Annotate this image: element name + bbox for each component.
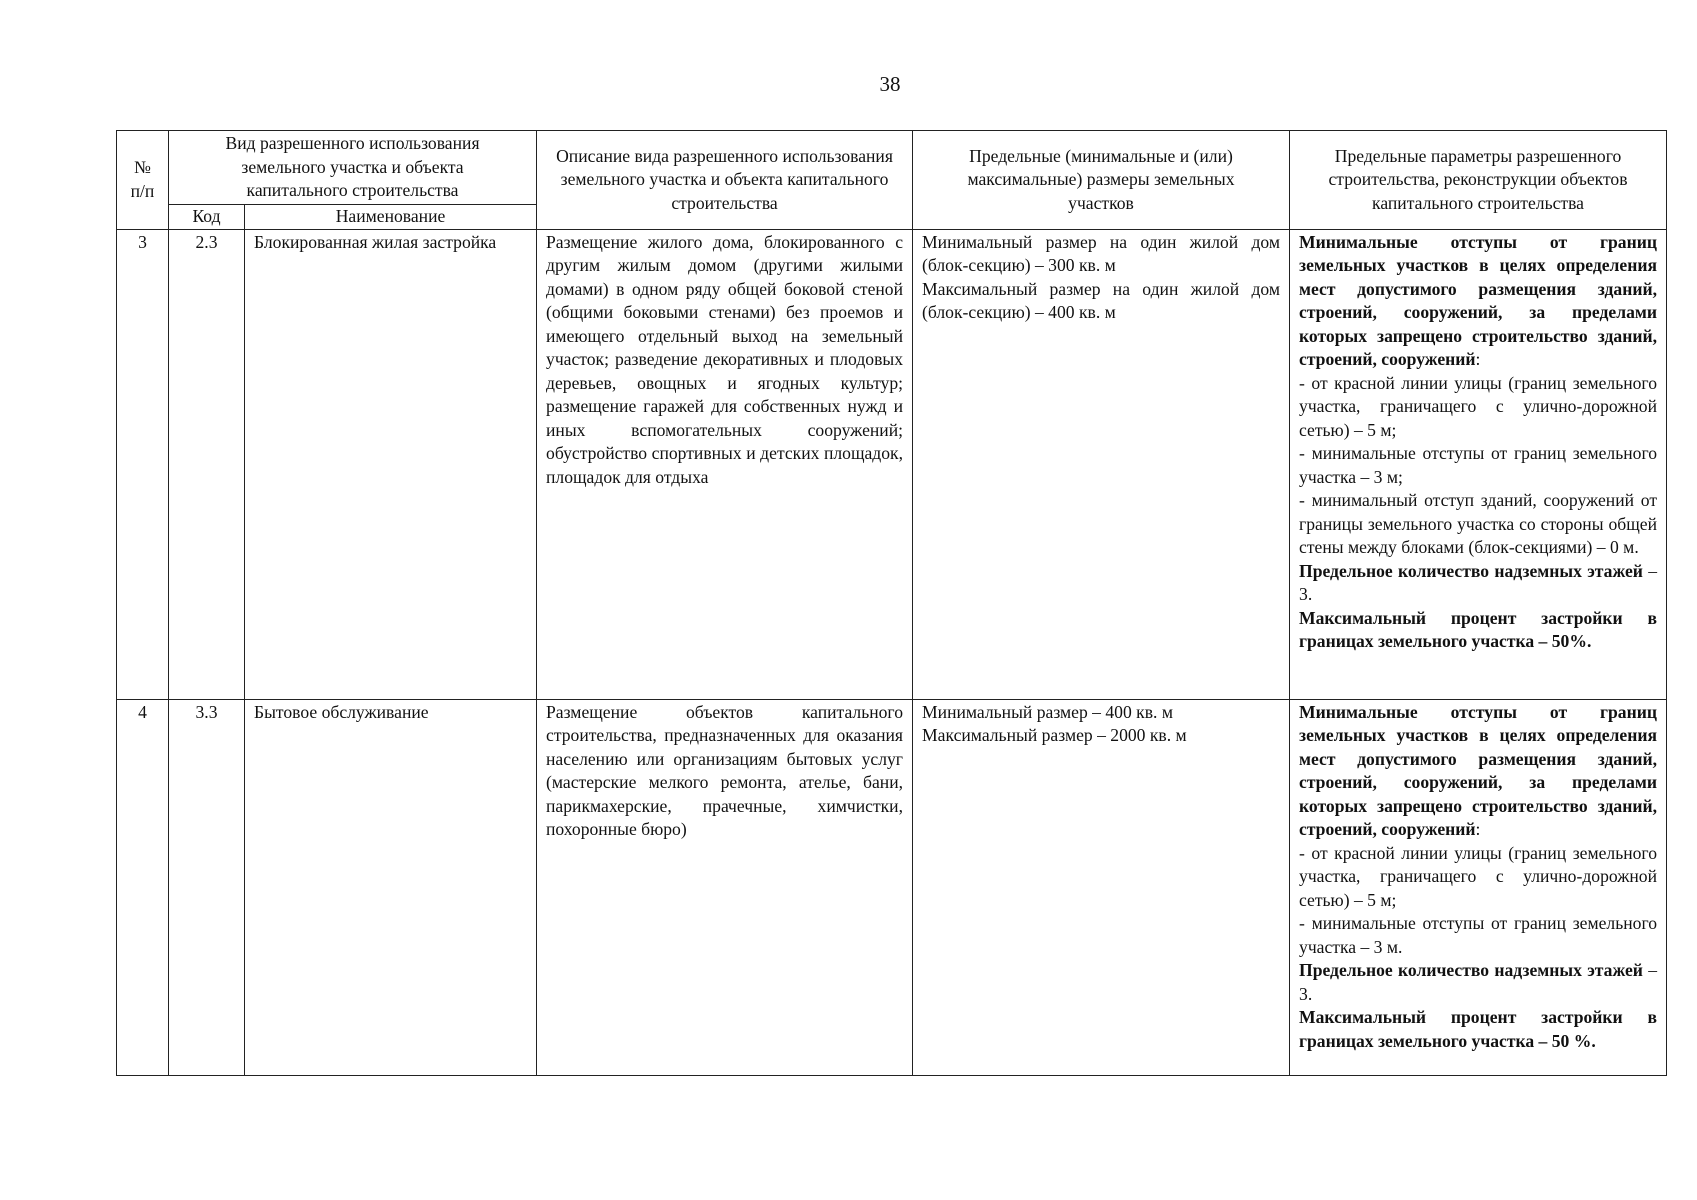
- header-params: Предельные параметры разрешенного строительства, реконструкции объектов капитального строительства: [1290, 131, 1667, 230]
- setback-item: - минимальный отступ зданий, сооружений от границы земельного участка со стороны общей стены между блоками (блок-секциями) – 0 м.: [1299, 490, 1658, 557]
- coverage-limit: Максимальный процент застройки в границах земельного участка – 50%.: [1299, 607, 1658, 651]
- row-description: Размещение объектов капитального строительства, предназначенных для оказания населению или организациям бытовых услуг (мастерские мелкого ремонта, ателье, бани, парикмахерские, прачечные, химчистки, похоронные бюро): [537, 699, 913, 1075]
- row-number: 4: [117, 699, 169, 1075]
- setback-item: - минимальные отступы от границ земельного участка – 3 м;: [1299, 443, 1658, 487]
- header-vri: Вид разрешенного использования земельного участка и объекта капитального строительства: [169, 131, 537, 205]
- floors-limit: Предельное количество надземных этажей – 3.: [1299, 960, 1658, 1004]
- row-sizes: [913, 229, 1290, 699]
- header-number: № п/п: [117, 131, 169, 230]
- row-params: Минимальные отступы от границ земельных участков в целях определения мест допустимого размещения зданий, строений, сооружений, за пределами которых запрещено строительство зданий, строений, сооружений: - от красной линии улицы (границ земельного участка, граничащего с улично-дорожной сетью) – 5 м; - минимальные отступы от границ земельного участка – 3 м. Предельное количество надземных этажей – 3. Максимальный процент застройки в границах земельного участка – 50 %.: [1290, 699, 1667, 1075]
- row-number: 3: [117, 229, 169, 699]
- table-row: [117, 229, 1667, 699]
- setback-item: - минимальные отступы от границ земельного участка – 3 м.: [1299, 913, 1658, 957]
- page-number: 38: [879, 72, 901, 96]
- setback-item: - от красной линии улицы (границ земельного участка, граничащего с улично-дорожной сетью) – 5 м;: [1299, 372, 1658, 440]
- row-code: 2.3: [169, 229, 245, 699]
- row-name: Бытовое обслуживание: [245, 699, 537, 1075]
- header-sizes: Предельные (минимальные и (или) максимальные) размеры земельных участков: [913, 131, 1290, 230]
- min-size: Минимальный размер – 400 кв. м: [922, 701, 1173, 722]
- header-code: Код: [169, 205, 245, 230]
- floors-limit: Предельное количество надземных этажей – 3.: [1299, 560, 1658, 604]
- row-params: Минимальные отступы от границ земельных участков в целях определения мест допустимого размещения зданий, строений, сооружений, за пределами которых запрещено строительство зданий, строений, сооружений: - от красной линии улицы (границ земельного участка, граничащего с улично-дорожной сетью) – 5 м; - минимальные отступы от границ земельного участка – 3 м; - минимальный отступ зданий, сооружений от границы земельного участка со стороны общей стены между блоками (блок-секциями) – 0 м. Предельное количество надземных этажей – 3. Максимальный процент застройки в границах земельного участка – 50%.: [1290, 229, 1667, 699]
- header-description: Описание вида разрешенного использования земельного участка и объекта капитального строительства: [537, 131, 913, 230]
- table-row: [117, 699, 1667, 1075]
- row-sizes: [913, 699, 1290, 1075]
- min-size: Минимальный размер на один жилой дом (блок-секцию) – 300 кв. м: [922, 231, 1281, 275]
- row-name: Блокированная жилая застройка: [245, 229, 537, 699]
- setback-title: Минимальные отступы от границ земельных участков в целях определения мест допустимого размещения зданий, строений, сооружений, за пределами которых запрещено строительство зданий, строений, сооружений: [1299, 701, 1658, 839]
- land-use-table: [116, 130, 1667, 1076]
- header-name: Наименование: [245, 205, 537, 230]
- setback-title: Минимальные отступы от границ земельных участков в целях определения мест допустимого размещения зданий, строений, сооружений, за пределами которых запрещено строительство зданий, строений, сооружений: [1299, 231, 1658, 369]
- max-size: Максимальный размер на один жилой дом (блок-секцию) – 400 кв. м: [922, 278, 1281, 322]
- row-description: Размещение жилого дома, блокированного с другим жилым домом (другими жилыми домами) в одном ряду общей боковой стеной (общими боковыми стенами) без проемов и имеющего отдельный выход на земельный участок; разведение декоративных и плодовых деревьев, овощных и ягодных культур; размещение гаражей для собственных нужд и иных вспомогательных сооружений; обустройство спортивных и детских площадок, площадок для отдыха: [537, 229, 913, 699]
- coverage-limit: Максимальный процент застройки в границах земельного участка – 50 %.: [1299, 1007, 1658, 1051]
- row-code: 3.3: [169, 699, 245, 1075]
- setback-item: - от красной линии улицы (границ земельного участка, граничащего с улично-дорожной сетью) – 5 м;: [1299, 842, 1658, 910]
- max-size: Максимальный размер – 2000 кв. м: [922, 725, 1187, 745]
